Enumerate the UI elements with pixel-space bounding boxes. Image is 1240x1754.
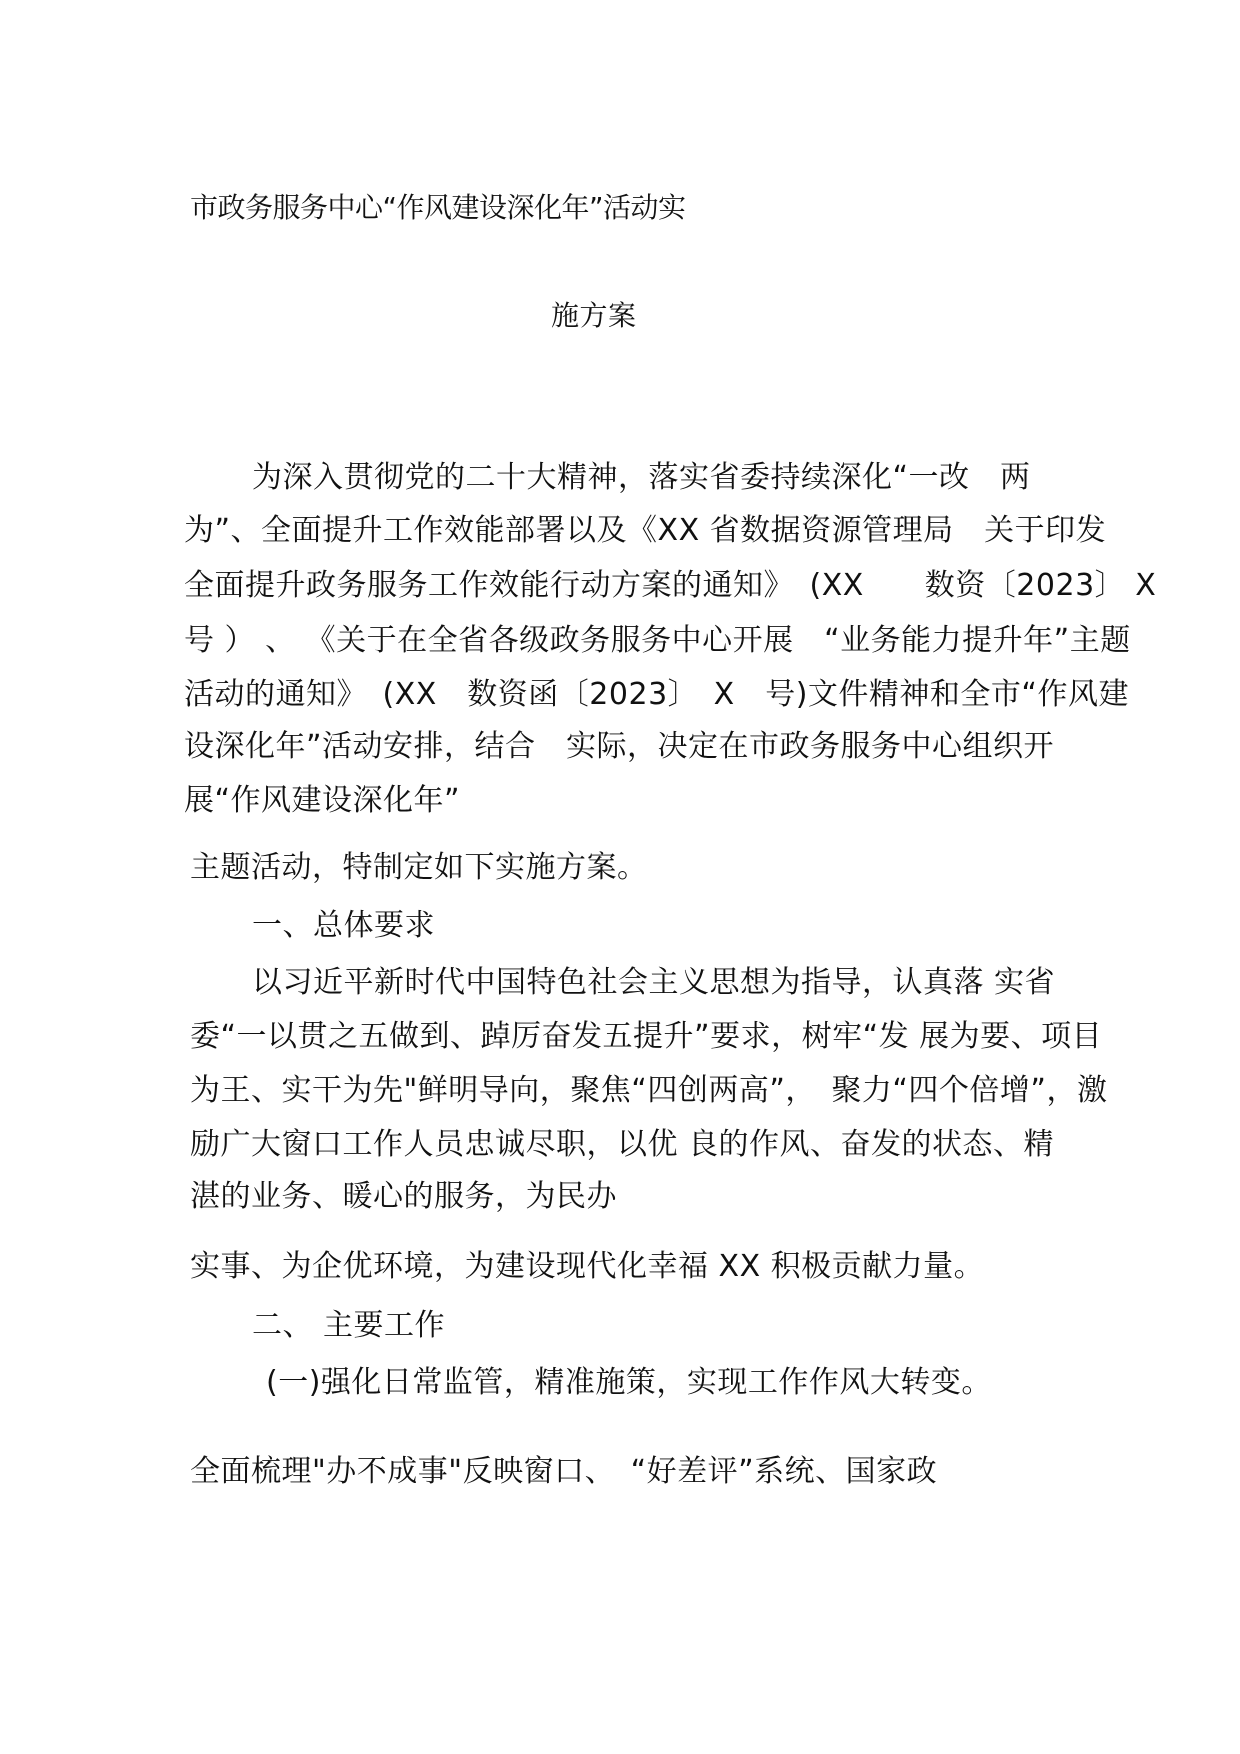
document-title-line-1: 市政务服务中心“作风建设深化年”活动实 (190, 191, 686, 224)
section-heading-1: 一、总体要求 (252, 908, 435, 943)
body-line-6: 设深化年”活动安排，结合 实际，决定在市政务服务中心组织开 (184, 729, 1055, 764)
body-line-1: 为深入贯彻党的二十大精神，落实省委持续深化“一改 两 (252, 460, 1031, 495)
body-line-15: 全面梳理"办不成事"反映窗口、 “好差评”系统、国家政 (190, 1454, 938, 1489)
section-heading-2: 二、 主要工作 (252, 1308, 446, 1343)
body-line-8: 主题活动，特制定如下实施方案。 (190, 850, 648, 885)
body-line-2: 为”、全面提升工作效能部署以及《XX 省数据资源管理局 关于印发 (184, 513, 1107, 548)
body-line-3: 全面提升政务服务工作效能行动方案的通知》 (XX 数资〔2023〕 X (184, 568, 1157, 603)
body-line-12: 励广大窗口工作人员忠诚尽职，以优 良的作风、奋发的状态、精 (190, 1127, 1055, 1162)
body-line-11: 为王、实干为先"鲜明导向，聚焦“四创两高”， 聚力“四个倍增”，激 (190, 1073, 1108, 1108)
body-line-14: 实事、为企优环境，为建设现代化幸福 XX 积极贡献力量。 (190, 1249, 985, 1284)
body-line-4: 号 ） 、 《关于在全省各级政务服务中心开展 “业务能力提升年”主题 (184, 623, 1131, 658)
body-line-5: 活动的通知》 (XX 数资函〔2023〕 X 号)文件精神和全市“作风建 (184, 677, 1129, 712)
body-line-13: 湛的业务、暖心的服务，为民办 (190, 1179, 617, 1214)
body-line-7: 展“作风建设深化年” (184, 783, 461, 818)
body-line-9: 以习近平新时代中国特色社会主义思想为指导，认真落 实省 (252, 965, 1056, 1000)
document-title-line-2: 施方案 (551, 299, 637, 332)
body-line-10: 委“一以贯之五做到、踔厉奋发五提升”要求，树牢“发 展为要、项目 (190, 1019, 1103, 1054)
subsection-heading-1: (一)强化日常监管，精准施策，实现工作作风大转变。 (266, 1365, 992, 1400)
